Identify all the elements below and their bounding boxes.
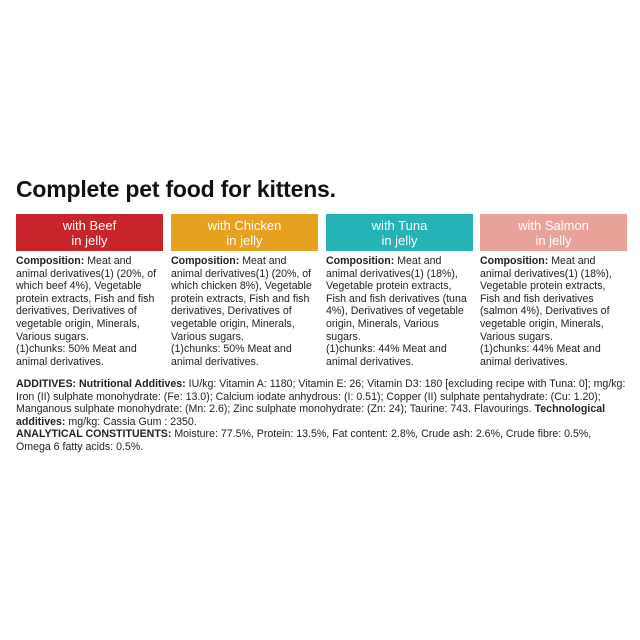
analytical-label: ANALYTICAL CONSTITUENTS: xyxy=(16,428,172,441)
variety-header-salmon xyxy=(480,214,627,251)
composition-text xyxy=(326,255,473,343)
technological-additives-text: mg/kg: Cassia Gum : 2350. xyxy=(68,415,197,428)
variety-header-beef xyxy=(16,214,163,251)
varieties-grid xyxy=(16,214,630,374)
variety-name-line1: with Salmon xyxy=(518,218,589,233)
composition-body: Meat and animal derivatives(1) (20%, of which chicken 8%), Vegetable protein extracts, Fish and fish derivatives, Derivatives of vegetable origin, Minerals, Various sugars. xyxy=(171,255,312,343)
composition-label: Composition: xyxy=(16,255,85,267)
composition-text xyxy=(171,255,318,343)
page-title: Complete pet food for kittens. xyxy=(16,176,336,202)
additives-text: IU/kg: Vitamin A: 1180; Vitamin E: 26; Vitamin D3: 180 [excluding recipe with Tuna: 0]; mg/kg: Iron (II) sulphate monohydrate: (Fe: 13.0); Calcium iodate anhydrous: (I: 0.51); Copper (II) sulphate pentahydrate: (Cu: 1.20); Manganous sulphate monohydrate: (Mn: 2.6); Zinc sulphate monohydrate: (Zn: 24); Taurine: 743. Flavourings. xyxy=(16,378,626,416)
variety-name-line2: in jelly xyxy=(71,233,108,248)
composition-label: Composition: xyxy=(480,255,549,267)
composition-label: Composition: xyxy=(171,255,240,267)
variety-tuna xyxy=(326,214,473,368)
analytical-text: Moisture: 77.5%, Protein: 13.5%, Fat content: 2.8%, Crude ash: 2.6%, Crude fibre: 0.5%, Omega 6 fatty acids: 0.5%. xyxy=(16,428,592,453)
chunks-note: (1)chunks: 44% Meat and animal derivatives. xyxy=(480,343,601,368)
variety-salmon xyxy=(480,214,627,368)
variety-name-line2: in jelly xyxy=(381,233,418,248)
additives-label: ADDITIVES: Nutritional Additives: xyxy=(16,378,186,390)
variety-name-line1: with Chicken xyxy=(207,218,282,233)
variety-name-line2: in jelly xyxy=(226,233,263,248)
composition-label: Composition: xyxy=(326,255,395,267)
variety-beef xyxy=(16,214,163,368)
chunks-note: (1)chunks: 50% Meat and animal derivatives. xyxy=(16,343,137,368)
composition-body: Meat and animal derivatives(1) (20%, of which beef 4%), Vegetable protein extracts, Fish and fish derivatives, Derivatives of vegetable origin, Minerals, Various sugars. xyxy=(16,255,157,343)
variety-chicken xyxy=(171,214,318,368)
variety-name-line2: in jelly xyxy=(535,233,572,248)
chunks-note: (1)chunks: 50% Meat and animal derivatives. xyxy=(171,343,292,368)
variety-header-tuna xyxy=(326,214,473,251)
variety-name-line1: with Tuna xyxy=(371,218,428,233)
composition-body: Meat and animal derivatives(1) (18%), Vegetable protein extracts, Fish and fish derivatives (tuna 4%), Derivatives of vegetable origin, Minerals, Various sugars. xyxy=(326,255,467,343)
technological-additives-label: Technological additives: xyxy=(16,403,606,428)
composition-text xyxy=(480,255,627,343)
additives-section xyxy=(16,378,628,454)
composition-text xyxy=(16,255,163,343)
variety-header-chicken xyxy=(171,214,318,251)
composition-body: Meat and animal derivatives(1) (18%), Vegetable protein extracts, Fish and fish derivatives (salmon 4%), Derivatives of vegetable origin, Minerals, Various sugars. xyxy=(480,255,612,343)
variety-name-line1: with Beef xyxy=(62,218,117,233)
chunks-note: (1)chunks: 44% Meat and animal derivatives. xyxy=(326,343,447,368)
